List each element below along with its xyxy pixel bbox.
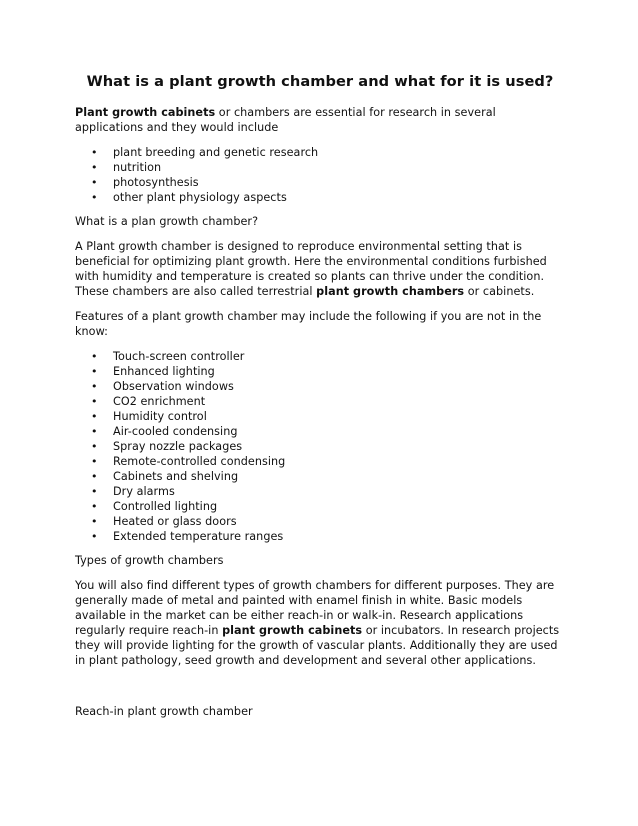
question-paragraph: What is a plan growth chamber?	[75, 215, 259, 228]
list-item: • Observation windows	[113, 379, 567, 394]
document-page	[75, 72, 567, 729]
list-item: • Air-cooled condensing	[113, 424, 567, 439]
list-item: • plant breeding and genetic research	[113, 145, 567, 160]
list-item: • Controlled lighting	[113, 499, 567, 514]
features-list	[75, 349, 567, 544]
definition-text-after: or cabinets.	[464, 285, 535, 298]
uses-list	[75, 145, 567, 205]
types-heading: Types of growth chambers	[75, 554, 224, 567]
definition-paragraph	[75, 239, 567, 299]
list-item: • Remote-controlled condensing	[113, 454, 567, 469]
intro-bold-lead: Plant growth cabinets	[75, 106, 216, 119]
definition-bold: plant growth chambers	[316, 285, 465, 298]
types-paragraph	[75, 578, 567, 668]
reach-in-heading: Reach-in plant growth chamber	[75, 705, 253, 718]
types-text-after: or incubators. In research projects they will provide lighting for the growth of vascular plants. Additionally they are used in plant pathology, seed growth and development and several other applications.	[75, 624, 560, 667]
intro-paragraph	[75, 105, 567, 135]
blank-line	[75, 678, 567, 704]
types-bold: plant growth cabinets	[222, 624, 363, 637]
types-text-before: You will also find different types of growth chambers for different purposes. They are generally made of metal and painted with enamel finish in white. Basic models available in the market can be either reach-in or walk-in. Research applications regularly require reach-in	[75, 579, 555, 637]
list-item: • photosynthesis	[113, 175, 567, 190]
list-item: • Cabinets and shelving	[113, 469, 567, 484]
list-item: • Extended temperature ranges	[113, 529, 567, 544]
definition-text-before: A Plant growth chamber is designed to reproduce environmental setting that is beneficial for optimizing plant growth. Here the environmental conditions furbished with humidity and temperature is created so plants can thrive under the condition. These chambers are also called terrestrial	[75, 240, 547, 298]
list-item: • Humidity control	[113, 409, 567, 424]
list-item: • other plant physiology aspects	[113, 190, 567, 205]
list-item: • Heated or glass doors	[113, 514, 567, 529]
list-item: • Touch-screen controller	[113, 349, 567, 364]
list-item: • Dry alarms	[113, 484, 567, 499]
list-item: • Spray nozzle packages	[113, 439, 567, 454]
list-item: • Enhanced lighting	[113, 364, 567, 379]
page-title: What is a plant growth chamber and what for it is used?	[86, 73, 554, 90]
features-intro-paragraph: Features of a plant growth chamber may include the following if you are not in the know:	[75, 310, 542, 338]
list-item: • CO2 enrichment	[113, 394, 567, 409]
intro-text: or chambers are essential for research in several applications and they would include	[75, 106, 496, 134]
list-item: • nutrition	[113, 160, 567, 175]
